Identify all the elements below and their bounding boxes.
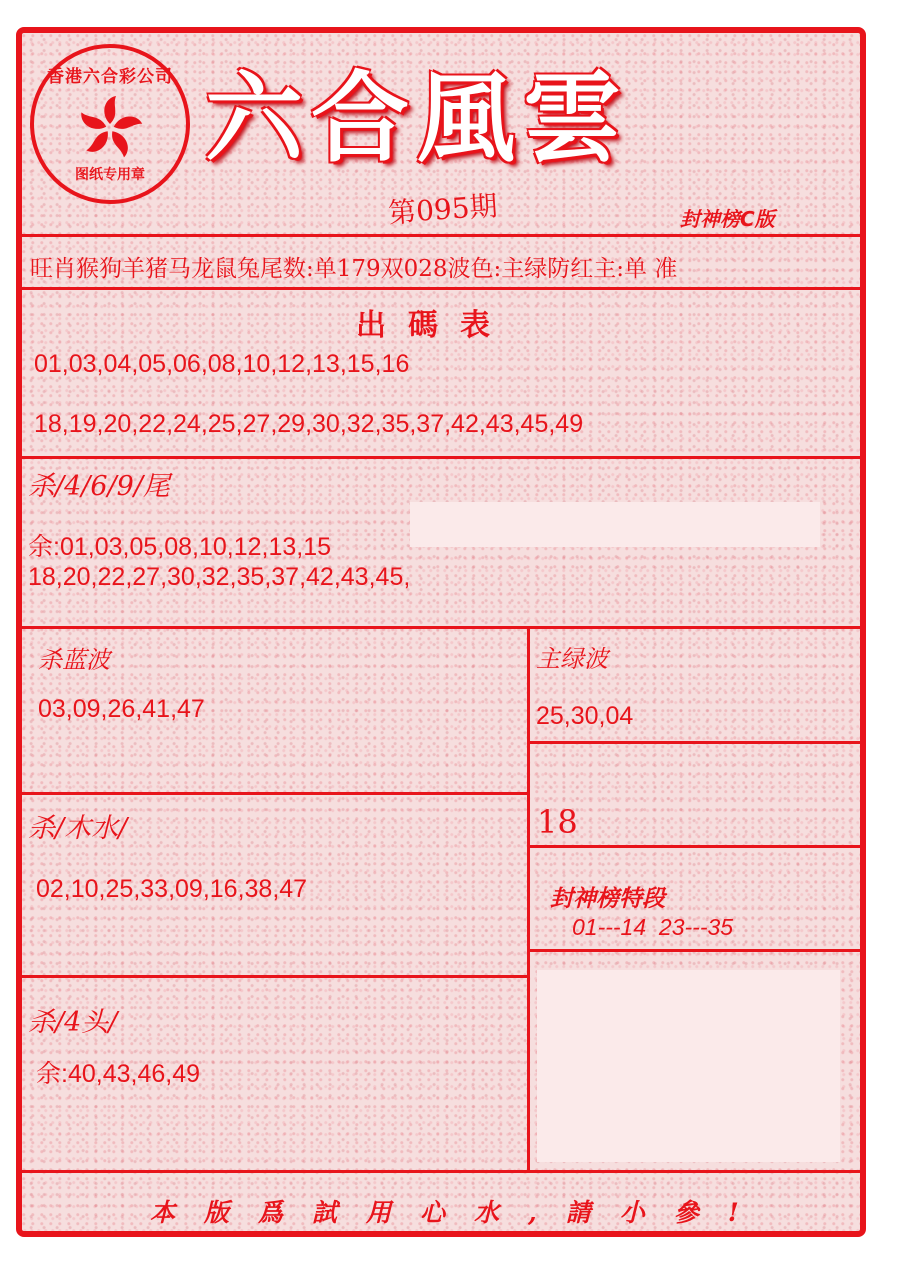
- kill-blue-label: 杀蓝波: [38, 646, 110, 674]
- kill-tail-label: 杀/4/6/9/尾: [28, 471, 170, 502]
- divider-column: [527, 626, 530, 1172]
- masthead-title: 六合風雲: [205, 61, 630, 176]
- divider-right-3: [530, 949, 862, 952]
- summary-line: 旺肖猴狗羊猪马龙鼠兔尾数:单179双028波色:主绿防红主:单 准: [30, 256, 678, 282]
- divider-footer: [22, 1170, 862, 1173]
- seal-top-text: 香港六合彩公司: [47, 67, 173, 87]
- divider-header: [22, 234, 862, 237]
- divider-code-table: [22, 456, 862, 459]
- kill-wood-water-label: 杀/木水/: [28, 813, 128, 844]
- main-green-label: 主绿波: [536, 645, 608, 673]
- kill-head-numbers: 余:40,43,46,49: [36, 1060, 201, 1088]
- issue-number: 第095期: [387, 189, 499, 230]
- edition-label: 封神榜C版: [680, 207, 775, 231]
- blank-box-top: [410, 502, 820, 547]
- seal-bottom-text: 图纸专用章: [75, 167, 145, 183]
- single-number: 18: [537, 803, 578, 841]
- code-table-row-1: 01,03,04,05,06,08,10,12,13,15,16: [34, 350, 410, 378]
- divider-left-2: [22, 975, 530, 978]
- special-range-label: 封神榜特段: [550, 885, 665, 912]
- kill-tail-row-2: 18,20,22,27,30,32,35,37,42,43,45,: [28, 563, 411, 591]
- company-seal: [30, 44, 190, 204]
- divider-right-1: [530, 741, 862, 744]
- divider-left-1: [22, 792, 530, 795]
- kill-tail-row-1: 余:01,03,05,08,10,12,13,15: [28, 533, 332, 561]
- footer-note: 本版爲試用心水,請小參!: [150, 1198, 768, 1227]
- code-table-title: 出碼表: [356, 308, 512, 343]
- bauhinia-flower-icon: [70, 88, 150, 168]
- blank-box-bottom: [537, 970, 840, 1162]
- main-green-numbers: 25,30,04: [536, 702, 634, 730]
- divider-kill-tail: [22, 626, 862, 629]
- kill-wood-water-numbers: 02,10,25,33,09,16,38,47: [36, 875, 308, 903]
- kill-head-label: 杀/4头/: [28, 1007, 118, 1038]
- code-table-row-2: 18,19,20,22,24,25,27,29,30,32,35,37,42,43,45,49: [34, 410, 584, 438]
- divider-info: [22, 287, 862, 290]
- special-range-numbers: 01---14 23---35: [572, 914, 734, 940]
- kill-blue-numbers: 03,09,26,41,47: [38, 695, 205, 723]
- divider-right-2: [530, 845, 862, 848]
